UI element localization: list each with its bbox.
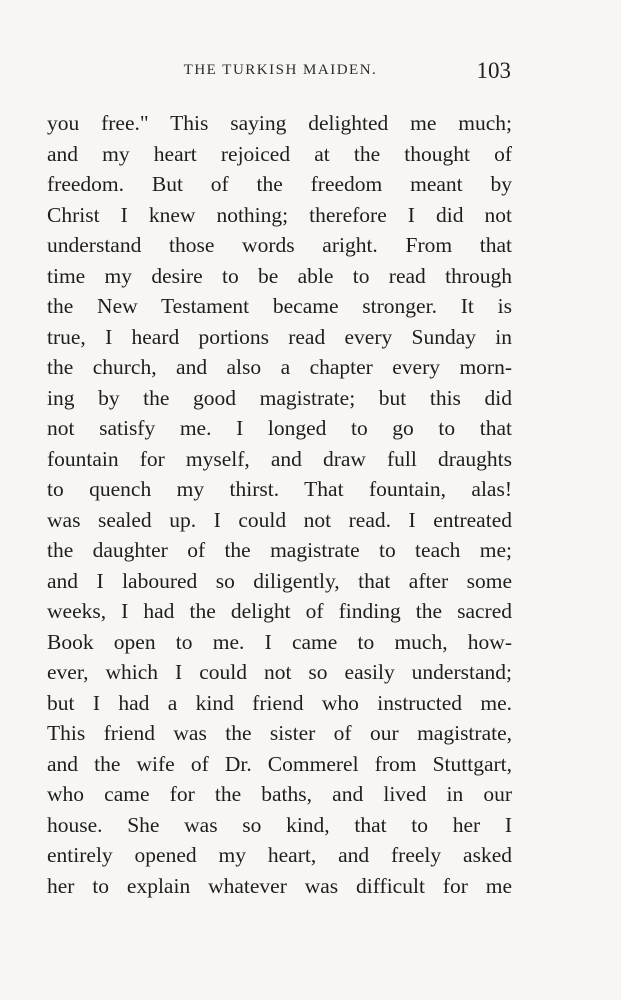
- text-line: ever, which I could not so easily understand;: [47, 660, 512, 684]
- text-line: and my heart rejoiced at the thought of: [47, 141, 512, 166]
- text-line: and the wife of Dr. Commerel from Stuttgart,: [47, 751, 512, 776]
- text-line: the church, and also a chapter every morn-: [47, 355, 512, 379]
- text-line: to quench my thirst. That fountain, alas!: [47, 477, 512, 501]
- text-line: weeks, I had the delight of finding the sacred: [47, 599, 512, 623]
- text-line: her to explain whatever was difficult for me: [47, 873, 512, 898]
- text-line: freedom. But of the freedom meant by: [47, 172, 512, 196]
- text-line: Christ I knew nothing; therefore I did not: [47, 202, 512, 227]
- text-line: This friend was the sister of our magistrate,: [47, 721, 512, 745]
- text-line: you free." This saying delighted me much;: [47, 111, 512, 135]
- text-line: ing by the good magistrate; but this did: [47, 385, 512, 410]
- text-line: Book open to me. I came to much, how-: [47, 629, 512, 654]
- text-line: was sealed up. I could not read. I entreated: [47, 507, 512, 532]
- body-text: [47, 108, 512, 901]
- text-line: who came for the baths, and lived in our: [47, 782, 512, 806]
- text-line: house. She was so kind, that to her I: [47, 812, 512, 837]
- text-line: true, I heard portions read every Sunday in: [47, 324, 512, 349]
- page-number: 103: [476, 58, 511, 83]
- running-head: [48, 58, 513, 88]
- text-line: and I laboured so diligently, that after some: [47, 568, 512, 593]
- text-line: fountain for myself, and draw full draughts: [47, 446, 512, 471]
- text-line: the New Testament became stronger. It is: [47, 294, 512, 318]
- running-title: THE TURKISH MAIDEN.: [183, 62, 378, 78]
- text-line: entirely opened my heart, and freely asked: [47, 843, 512, 867]
- text-line: not satisfy me. I longed to go to that: [47, 416, 512, 440]
- text-line: the daughter of the magistrate to teach me;: [47, 538, 512, 562]
- text-line: time my desire to be able to read through: [47, 263, 512, 288]
- text-line: but I had a kind friend who instructed me.: [47, 690, 512, 715]
- text-line: understand those words aright. From that: [47, 233, 512, 257]
